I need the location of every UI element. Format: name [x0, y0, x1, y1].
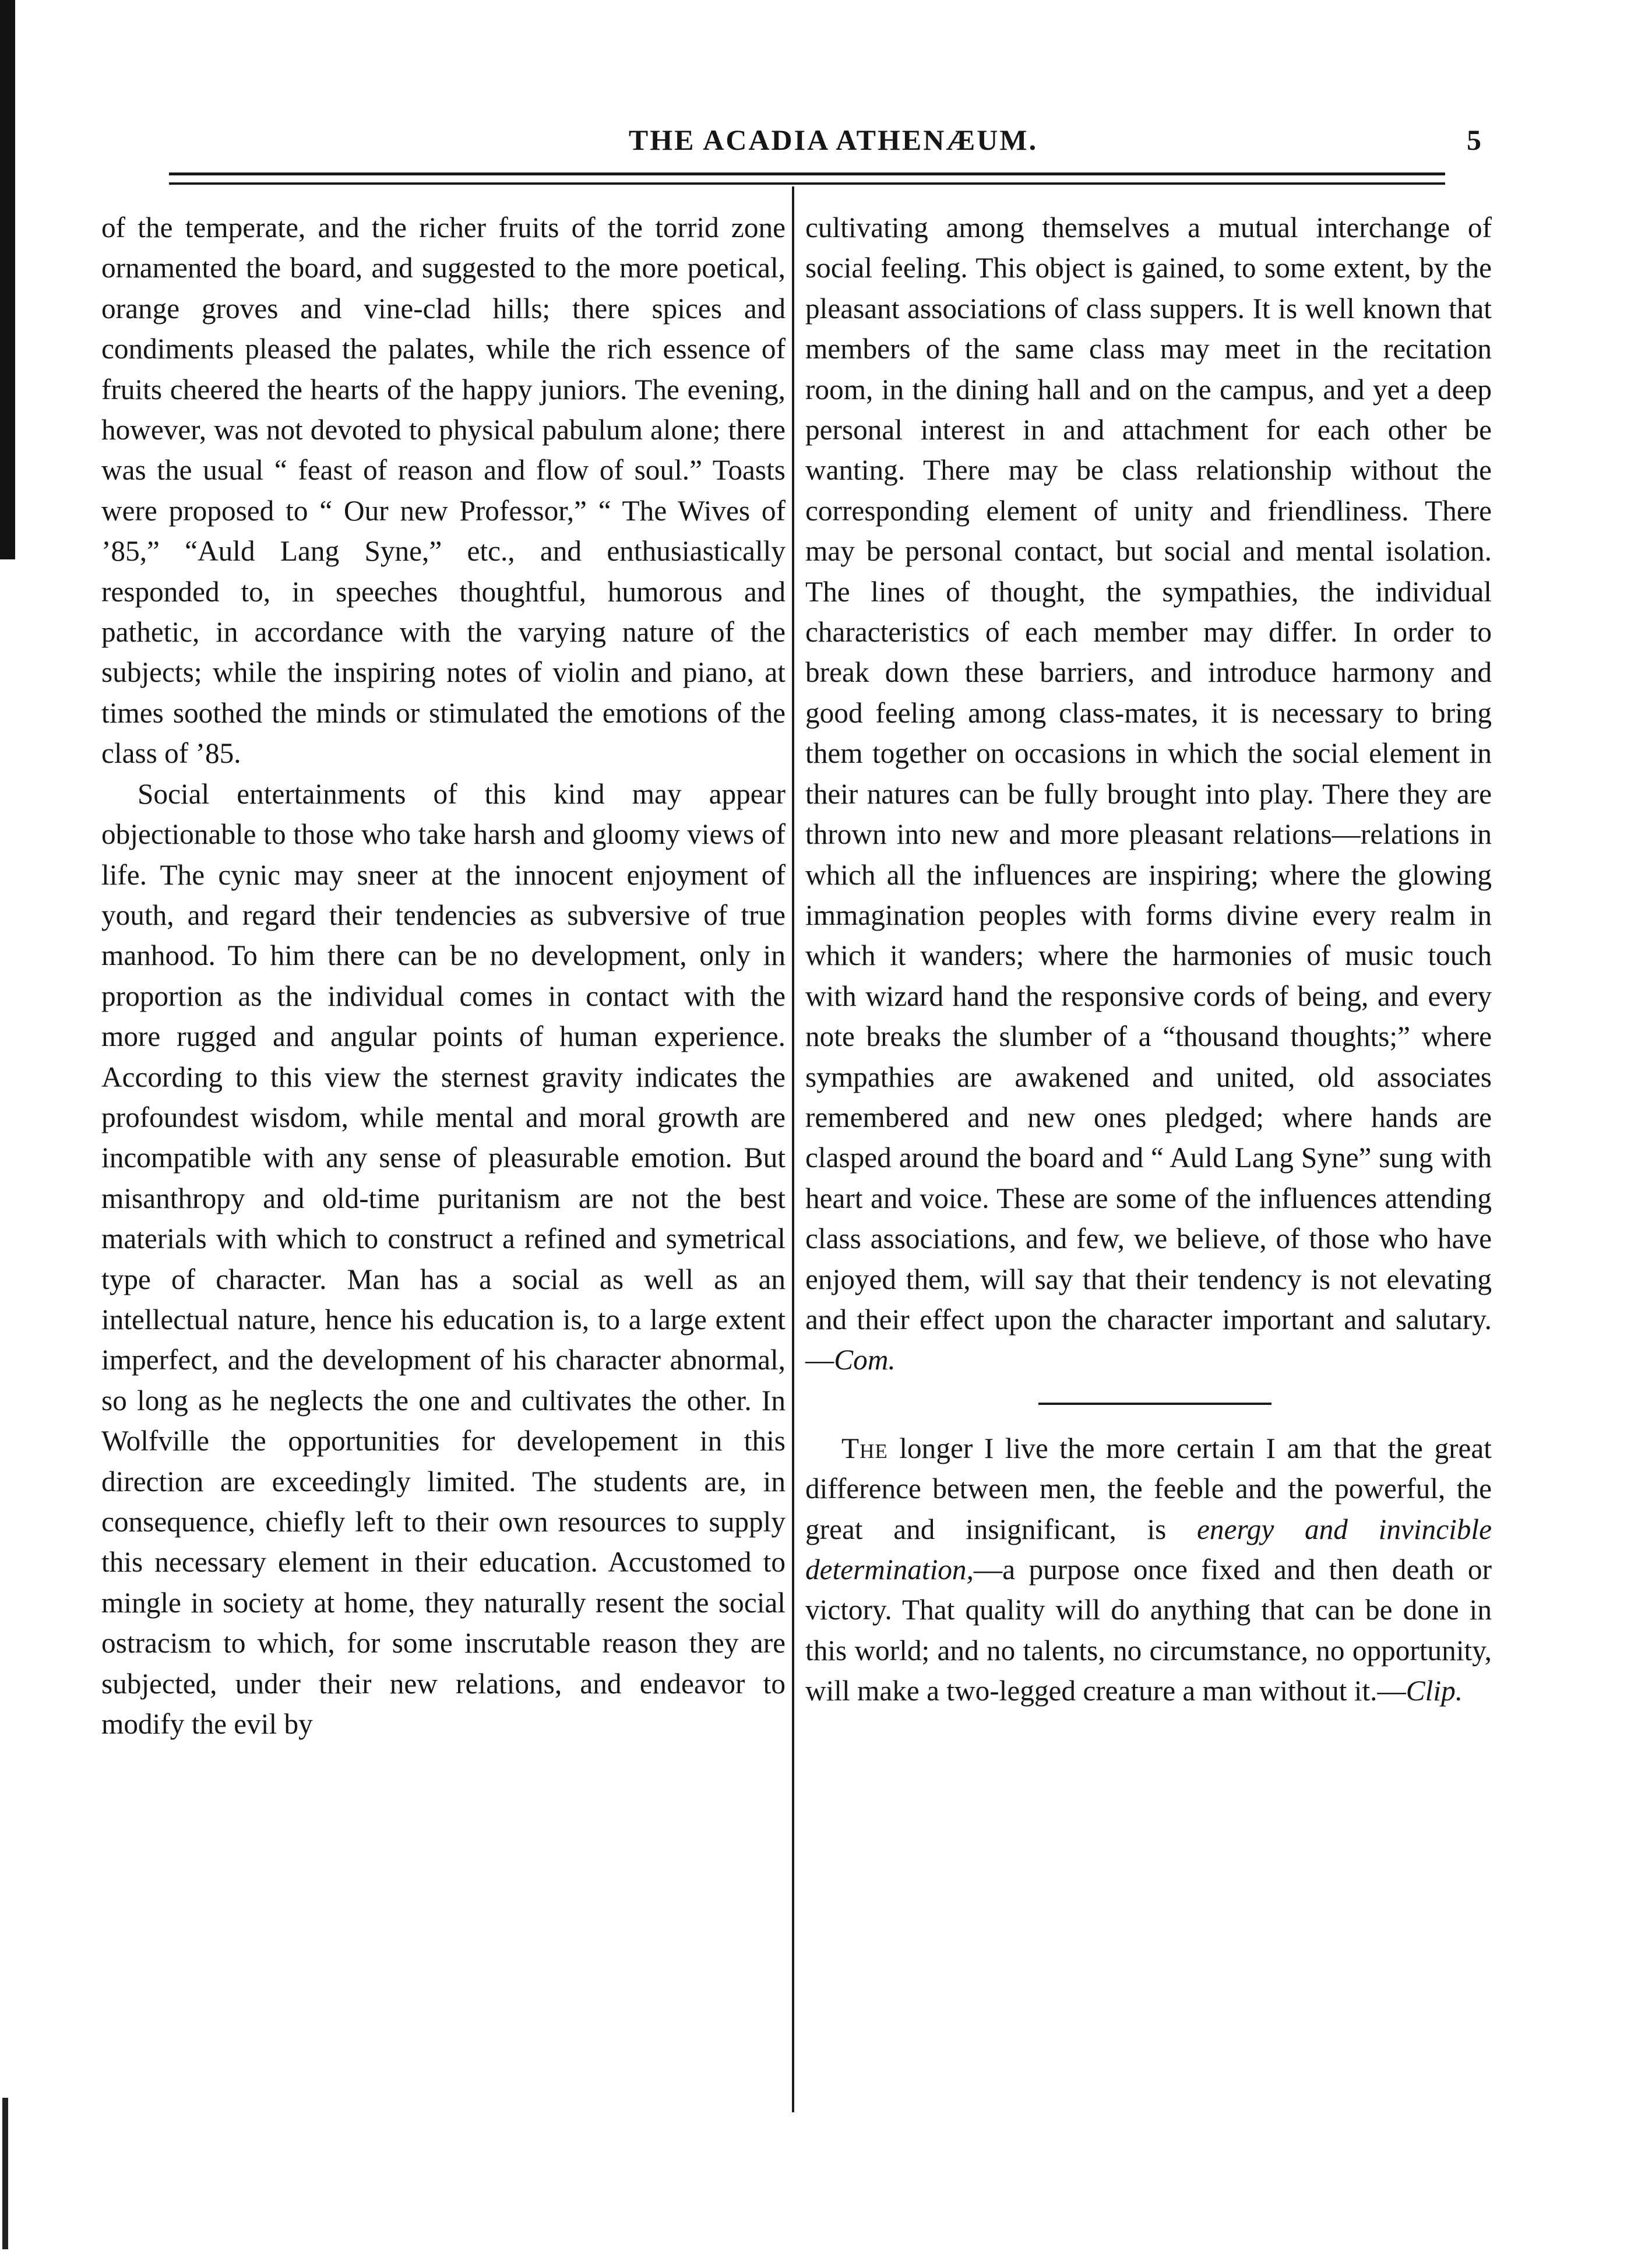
- binding-edge-shadow: [0, 0, 15, 559]
- article-paragraph: of the temperate, and the richer fruits of the torrid zone ornamented the board, and suggested to the more poetical, orange groves and vine-clad hills; there spices and condiments pleased the palates, while the rich essence of fruits cheered the hearts of the happy juniors. The evening, however, was not devoted to physical pabulum alone; there was the usual “ feast of reason and flow of soul.” Toasts were proposed to “ Our new Professor,” “ The Wives of ’85,” “Auld Lang Syne,” etc., and enthusiastically responded to, in speeches thoughtful, humorous and pathetic, in accordance with the varying nature of the subjects; while the inspiring notes of violin and piano, at times soothed the minds or stimulated the emotions of the class of ’85.: [101, 212, 786, 770]
- running-head: [169, 119, 1498, 160]
- running-title: THE ACADIA ATHENÆUM.: [628, 124, 1038, 156]
- quote-text: —a purpose once fixed and then death or victory. That quality will do anything that can be done in this world; and no talents, no circumstance, no opportunity, will make a two-legged creature a man without it.—: [805, 1554, 1492, 1707]
- lead-word: The: [841, 1432, 888, 1464]
- left-column: [101, 207, 786, 1744]
- quote-paragraph: [805, 1428, 1492, 1711]
- author-signoff: Com.: [834, 1344, 896, 1376]
- quote-text: longer I live the more certain I am that the great difference between men, the feeble and the powerful, the great and insignificant, is: [805, 1432, 1492, 1545]
- header-rule-thin: [169, 182, 1445, 185]
- binding-edge-mark: [2, 2098, 8, 2249]
- right-column: [805, 207, 1492, 1711]
- source-signoff: Clip.: [1406, 1675, 1463, 1707]
- section-divider-rule: [1038, 1403, 1271, 1405]
- article-text: cultivating among themselves a mutual interchange of social feeling. This object is gained, to some extent, by the pleasant associations of class suppers. It is well known that members of the same class may meet in the recitation room, in the dining hall and on the campus, and yet a deep personal interest in and attachment for each other be wanting. There may be class relationship without the corresponding element of unity and friendliness. There may be personal contact, but social and mental isolation. The lines of thought, the sympathies, the individual characteristics of each member may differ. In order to break down these barriers, and introduce harmony and good feeling among class-mates, it is necessary to bring them together on occasions in which the social element in their natures can be fully brought into play. There they are thrown into new and more pleasant relations—relations in which all the influences are inspiring; where the glowing immagination peoples with forms divine every realm in which it wanders; where the harmonies of music touch with wizard hand the responsive cords of being, and every note breaks the slumber of a “thousand thoughts;” where sympathies are awakened and united, old associates remembered and new ones pledged; where hands are clasped around the board and “ Auld Lang Syne” sung with heart and voice. These are some of the influences attending class associations, and few, we believe, of those who have enjoyed them, will say that their tendency is not elevating and their effect upon the character important and salutary.—: [805, 212, 1492, 1376]
- header-rule-thick: [169, 172, 1445, 175]
- article-paragraph: [805, 207, 1492, 1380]
- column-divider: [792, 186, 794, 2112]
- article-paragraph: Social entertainments of this kind may appear objectionable to those who take harsh and gloomy views of life. The cynic may sneer at the innocent enjoyment of youth, and regard their tendencies as subversive of true manhood. To him there can be no development, only in proportion as the individual comes in contact with the more rugged and angular points of human experience. According to this view the sternest gravity indicates the profoundest wisdom, while mental and moral growth are incompatible with any sense of pleasurable emotion. But misanthropy and old-time puritanism are not the best materials with which to construct a refined and symetrical type of character. Man has a social as well as an intellectual nature, hence his education is, to a large extent imperfect, and the development of his character abnormal, so long as he neglects the one and cultivates the other. In Wolfville the opportunities for developement in this direction are exceedingly limited. The students are, in consequence, chiefly left to their own resources to supply this necessary element in their education. Accustomed to mingle in society at home, they naturally resent the social ostracism to which, for some inscrutable reason they are subjected, under their new relations, and endeavor to modify the evil by: [101, 777, 786, 1741]
- quote-emphasis: energy and invincible determination,: [805, 1513, 1492, 1586]
- page-number: 5: [1467, 124, 1481, 156]
